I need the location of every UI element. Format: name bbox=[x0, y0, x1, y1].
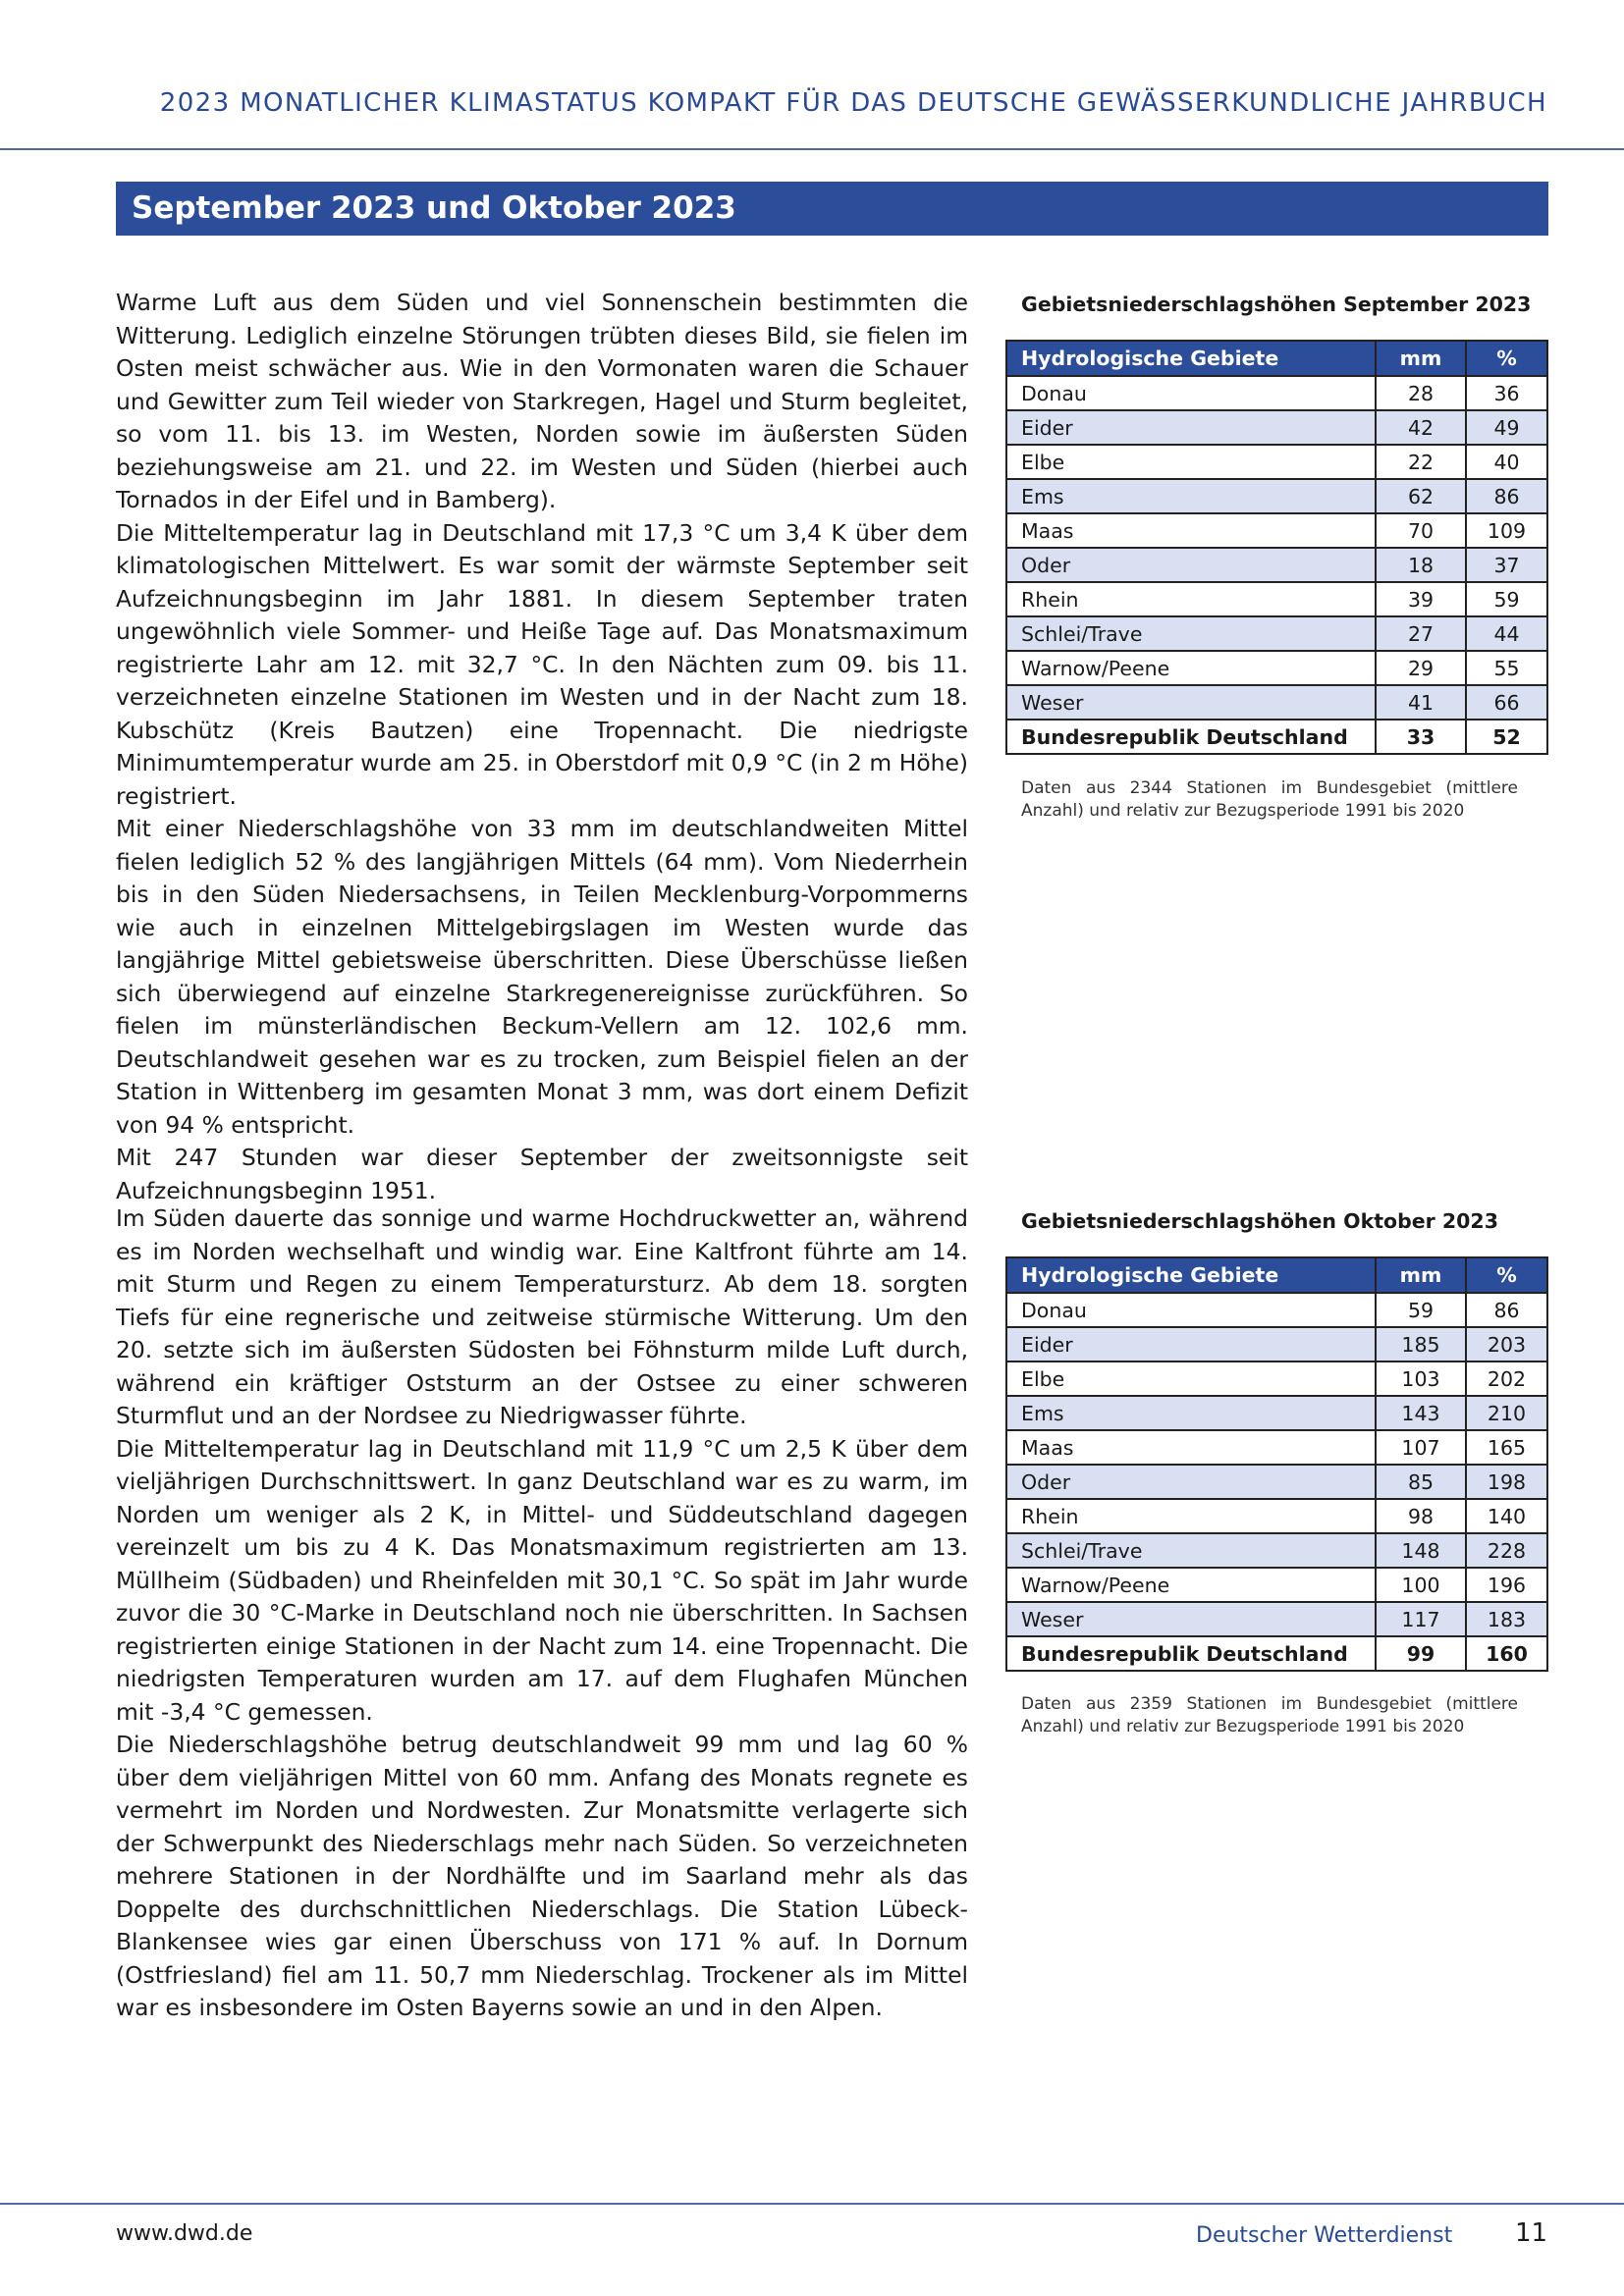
table-row bbox=[1006, 1293, 1547, 1327]
region-cell: Schlei/Trave bbox=[1006, 1533, 1376, 1568]
table-row bbox=[1006, 479, 1547, 513]
region-cell: Rhein bbox=[1006, 1499, 1376, 1533]
mm-cell: 29 bbox=[1376, 651, 1466, 685]
region-cell: Ems bbox=[1006, 479, 1376, 513]
table-row bbox=[1006, 548, 1547, 582]
table-row bbox=[1006, 1327, 1547, 1362]
percent-cell: 59 bbox=[1466, 582, 1547, 616]
region-cell: Eider bbox=[1006, 1327, 1376, 1362]
percent-cell: 44 bbox=[1466, 616, 1547, 651]
percent-cell: 210 bbox=[1466, 1396, 1547, 1430]
column-header: Hydrologische Gebiete bbox=[1006, 341, 1376, 376]
region-cell: Oder bbox=[1006, 548, 1376, 582]
mm-cell: 148 bbox=[1376, 1533, 1466, 1568]
mm-cell: 39 bbox=[1376, 582, 1466, 616]
region-cell: Donau bbox=[1006, 376, 1376, 410]
table-row bbox=[1006, 410, 1547, 445]
percent-cell: 198 bbox=[1466, 1465, 1547, 1499]
footer-website-link[interactable]: www.dwd.de bbox=[116, 2221, 253, 2246]
region-cell: Oder bbox=[1006, 1465, 1376, 1499]
oktober-text bbox=[116, 1202, 968, 2025]
header-divider bbox=[0, 148, 1624, 150]
percent-cell: 203 bbox=[1466, 1327, 1547, 1362]
mm-cell: 59 bbox=[1376, 1293, 1466, 1327]
region-cell: Donau bbox=[1006, 1293, 1376, 1327]
table-row bbox=[1006, 445, 1547, 479]
mm-cell: 33 bbox=[1376, 720, 1466, 754]
paragraph: Im Süden dauerte das sonnige und warme Hochdruckwetter an, während es im Norden wechselhaft und windig war. Eine Kaltfront führte am 14. mit Sturm und Regen zu einem Temperatursturz. Ab dem 18. sorgten Tiefs für eine regnerische und zeitweise stürmische Witterung. Um den 20. setzte sich im äußersten Südosten bei Föhnsturm milde Luft durch, während ein kräftiger Oststurm an der Ostsee zu einer schweren Sturmflut und an der Nordsee zu Niedrigwasser führte. bbox=[116, 1204, 968, 1429]
table-header-row bbox=[1006, 341, 1547, 376]
percent-cell: 55 bbox=[1466, 651, 1547, 685]
percent-cell: 66 bbox=[1466, 685, 1547, 720]
mm-cell: 18 bbox=[1376, 548, 1466, 582]
percent-cell: 165 bbox=[1466, 1430, 1547, 1465]
mm-cell: 185 bbox=[1376, 1327, 1466, 1362]
oktober-table-note: Daten aus 2359 Stationen im Bundesgebiet (mittlere Anzahl) und relativ zur Bezugsperiode 1991 bis 2020 bbox=[1021, 1694, 1518, 1736]
column-header: % bbox=[1466, 341, 1547, 376]
region-cell: Ems bbox=[1006, 1396, 1376, 1430]
column-header: % bbox=[1466, 1257, 1547, 1293]
mm-cell: 41 bbox=[1376, 685, 1466, 720]
table-row bbox=[1006, 1533, 1547, 1568]
table-row bbox=[1006, 376, 1547, 410]
table-total-row bbox=[1006, 1636, 1547, 1671]
region-cell: Eider bbox=[1006, 410, 1376, 445]
mm-cell: 143 bbox=[1376, 1396, 1466, 1430]
percent-cell: 109 bbox=[1466, 513, 1547, 548]
table-row bbox=[1006, 1602, 1547, 1636]
mm-cell: 70 bbox=[1376, 513, 1466, 548]
paragraph: Mit einer Niederschlagshöhe von 33 mm im deutschlandweiten Mittel fielen lediglich 52 % des langjährigen Mittels (64 mm). Vom Niederrhein bis in den Süden Niedersachsens, in Teilen Mecklenburg-Vorpommerns wie auch in einzelnen Mittelgebirgslagen im Westen wurde das langjährige Mittel gebietsweise überschritten. Diese Überschüsse ließen sich überwiegend auf einzelne Starkregenereignisse zurückführen. So fielen im münsterländischen Beckum-Vellern am 12. 102,6 mm. Deutschlandweit gesehen war es zu trocken, zum Beispiel fielen an der Station in Wittenberg im gesamten Monat 3 mm, was dort einem Defizit von 94 % entspricht. bbox=[116, 815, 968, 1139]
mm-cell: 28 bbox=[1376, 376, 1466, 410]
region-cell: Elbe bbox=[1006, 445, 1376, 479]
percent-cell: 37 bbox=[1466, 548, 1547, 582]
mm-cell: 100 bbox=[1376, 1568, 1466, 1602]
percent-cell: 52 bbox=[1466, 720, 1547, 754]
mm-cell: 42 bbox=[1376, 410, 1466, 445]
percent-cell: 40 bbox=[1466, 445, 1547, 479]
percent-cell: 86 bbox=[1466, 479, 1547, 513]
oktober-precip-table bbox=[1005, 1256, 1548, 1672]
percent-cell: 183 bbox=[1466, 1602, 1547, 1636]
paragraph: Die Mitteltemperatur lag in Deutschland mit 17,3 °C um 3,4 K über dem klimatologischen Mittelwert. Es war somit der wärmste September seit Aufzeichnungsbeginn im Jahr 1881. In diesem September traten ungewöhnlich viele Sommer- und Heiße Tage auf. Das Monatsmaximum registrierte Lahr am 12. mit 32,7 °C. In den Nächten zum 09. bis 11. verzeichneten einzelne Stationen im Westen und in der Nacht zum 18. Kubschütz (Kreis Bautzen) eine Tropennacht. Die niedrigste Minimumtemperatur wurde am 25. in Oberstdorf mit 0,9 °C (in 2 m Höhe) registriert. bbox=[116, 518, 968, 810]
percent-cell: 140 bbox=[1466, 1499, 1547, 1533]
table-row bbox=[1006, 616, 1547, 651]
table-total-row bbox=[1006, 720, 1547, 754]
paragraph: Warme Luft aus dem Süden und viel Sonnenschein bestimmten die Witterung. Lediglich einzelne Störungen trübten dieses Bild, sie fielen im Osten meist schwächer aus. Wie in den Vormonaten waren die Schauer und Gewitter zum Teil wieder von Starkregen, Hagel und Sturm begleitet, so vom 11. bis 13. im Westen, Norden sowie im äußersten Süden beziehungsweise am 21. und 22. im Westen und Süden (hierbei auch Tornados in der Eifel und in Bamberg). bbox=[116, 289, 968, 513]
region-cell: Warnow/Peene bbox=[1006, 651, 1376, 685]
paragraph: Die Niederschlagshöhe betrug deutschlandweit 99 mm und lag 60 % über dem vieljährigen Mittel von 60 mm. Anfang des Monats regnete es vermehrt im Norden und Nordwesten. Zur Monatsmitte verlagerte sich der Schwerpunkt des Niederschlags mehr nach Süden. So verzeichneten mehrere Stationen in der Nordhälfte und im Saarland mehr als das Doppelte des durchschnittlichen Niederschlags. Die Station Lübeck-Blankensee wies gar einen Überschuss von 171 % auf. In Dornum (Ostfriesland) fiel am 11. 50,7 mm Niederschlag. Trockener als im Mittel war es insbesondere im Osten Bayerns sowie an und in den Alpen. bbox=[116, 1731, 968, 2021]
table-row bbox=[1006, 1499, 1547, 1533]
mm-cell: 107 bbox=[1376, 1430, 1466, 1465]
mm-cell: 85 bbox=[1376, 1465, 1466, 1499]
september-precip-table bbox=[1005, 340, 1548, 755]
percent-cell: 196 bbox=[1466, 1568, 1547, 1602]
column-header: mm bbox=[1376, 341, 1466, 376]
table-row bbox=[1006, 685, 1547, 720]
table-row bbox=[1006, 1430, 1547, 1465]
table-row bbox=[1006, 1396, 1547, 1430]
mm-cell: 62 bbox=[1376, 479, 1466, 513]
percent-cell: 160 bbox=[1466, 1636, 1547, 1671]
september-table-title: Gebietsniederschlagshöhen September 2023 bbox=[1021, 293, 1532, 316]
region-cell: Weser bbox=[1006, 1602, 1376, 1636]
percent-cell: 228 bbox=[1466, 1533, 1547, 1568]
paragraph: Die Mitteltemperatur lag in Deutschland mit 11,9 °C um 2,5 K über dem vieljährigen Durchschnittswert. In ganz Deutschland war es zu warm, im Norden um weniger als 2 K, in Mittel- und Süddeutschland dagegen vereinzelt um bis zu 4 K. Das Monatsmaximum registrierten am 13. Müllheim (Südbaden) und Rheinfelden mit 30,1 °C. So spät im Jahr wurde zuvor die 30 °C-Marke in Deutschland noch nie überschritten. In Sachsen registrierten einige Stationen in der Nacht zum 14. eine Tropennacht. Die niedrigsten Temperaturen wurden am 17. auf dem Flughafen München mit -3,4 °C gemessen. bbox=[116, 1434, 968, 1726]
footer-divider bbox=[0, 2203, 1624, 2205]
percent-cell: 49 bbox=[1466, 410, 1547, 445]
region-cell: Bundesrepublik Deutschland bbox=[1006, 720, 1376, 754]
region-cell: Warnow/Peene bbox=[1006, 1568, 1376, 1602]
paragraph: Mit 247 Stunden war dieser September der zweitsonnigste seit Aufzeichnungsbeginn 1951. bbox=[116, 1144, 968, 1204]
column-header: mm bbox=[1376, 1257, 1466, 1293]
table-row bbox=[1006, 1362, 1547, 1396]
table-row bbox=[1006, 1465, 1547, 1499]
region-cell: Rhein bbox=[1006, 582, 1376, 616]
header-title: 2023 MONATLICHER KLIMASTATUS KOMPAKT FÜR DAS DEUTSCHE GEWÄSSERKUNDLICHE JAHRBUCH bbox=[159, 88, 1547, 118]
september-text bbox=[116, 287, 968, 1207]
footer-organization: Deutscher Wetterdienst bbox=[1196, 2223, 1453, 2248]
mm-cell: 99 bbox=[1376, 1636, 1466, 1671]
table-row bbox=[1006, 513, 1547, 548]
table-row bbox=[1006, 1568, 1547, 1602]
column-header: Hydrologische Gebiete bbox=[1006, 1257, 1376, 1293]
region-cell: Elbe bbox=[1006, 1362, 1376, 1396]
percent-cell: 86 bbox=[1466, 1293, 1547, 1327]
mm-cell: 22 bbox=[1376, 445, 1466, 479]
region-cell: Maas bbox=[1006, 513, 1376, 548]
mm-cell: 27 bbox=[1376, 616, 1466, 651]
mm-cell: 98 bbox=[1376, 1499, 1466, 1533]
section-title: September 2023 und Oktober 2023 bbox=[116, 182, 1548, 236]
table-row bbox=[1006, 651, 1547, 685]
region-cell: Maas bbox=[1006, 1430, 1376, 1465]
percent-cell: 36 bbox=[1466, 376, 1547, 410]
page-number: 11 bbox=[1515, 2218, 1548, 2248]
region-cell: Schlei/Trave bbox=[1006, 616, 1376, 651]
region-cell: Bundesrepublik Deutschland bbox=[1006, 1636, 1376, 1671]
september-table-note: Daten aus 2344 Stationen im Bundesgebiet (mittlere Anzahl) und relativ zur Bezugsperiode 1991 bis 2020 bbox=[1021, 778, 1518, 821]
table-header-row bbox=[1006, 1257, 1547, 1293]
region-cell: Weser bbox=[1006, 685, 1376, 720]
percent-cell: 202 bbox=[1466, 1362, 1547, 1396]
mm-cell: 103 bbox=[1376, 1362, 1466, 1396]
mm-cell: 117 bbox=[1376, 1602, 1466, 1636]
table-row bbox=[1006, 582, 1547, 616]
oktober-table-title: Gebietsniederschlagshöhen Oktober 2023 bbox=[1021, 1209, 1498, 1233]
